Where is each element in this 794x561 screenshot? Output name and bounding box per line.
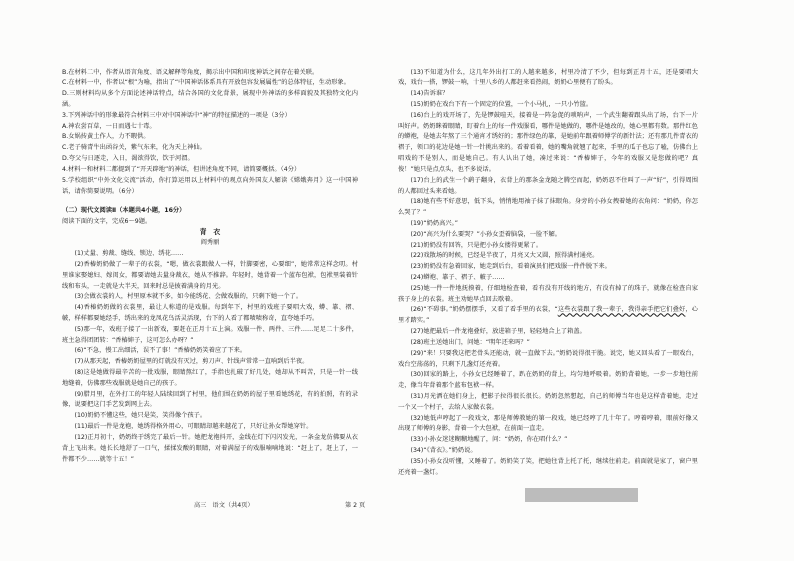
question-3-option-c: C.老子骑青牛出函谷关，紫气东来，化为天上神仙。 xyxy=(62,144,206,152)
question-3-option-a: A.神农尝百草，一日而遇七十毒。 xyxy=(62,122,156,130)
paragraph-30: (30)回家的路上，小孙女已经睡着了，趴在奶奶的背上，均匀地呼吸着。奶奶背着她，一步一步地往前走，像当年背着那个蓝布包袱一样。 xyxy=(398,371,698,390)
paragraph-21: (21)奶奶没有回答，只是把小孙女搂得更紧了。 xyxy=(410,241,543,249)
paragraph-22: (22)戏散场的时候，已经是半夜了，月亮又大又圆，照得满村通亮。 xyxy=(410,252,599,260)
paragraph-5: (5)那一年，戏班子接了一出新戏，要赶在正月十五上演。戏服一件、两件、三件……足足二十多件，班主急得团团转：“香椿婶子，这可怎么办呀？” xyxy=(62,325,358,344)
paragraph-14: (14)告诉谁？ xyxy=(410,90,449,98)
paragraph-1: (1)丈量、剪裁、缝线、锁边、绣花…… xyxy=(74,250,184,258)
paragraph-34: (34)“《背衣》。”奶奶说。 xyxy=(410,447,477,455)
paragraph-28: (28)班主送她出门，问她：“明年还来吗？” xyxy=(410,338,530,346)
paragraph-35: (35)小孙女没听懂，又睡着了。奶奶笑了笑，把她往背上托了托，继续往前走。前面就是家了，窗户里还亮着一盏灯。 xyxy=(398,457,698,476)
paragraph-12: (12)正月初十，奶奶终于绣完了最后一针。她把龙袍抖开，金线在灯下闪闪发光，一条金龙仿佛要从衣背上飞出来。她长长地舒了一口气，揉揉发酸的眼睛，对着满屋子的戏服喃喃地说：“赶上了，赶上了，一件都不少……就等十五！” xyxy=(62,433,358,463)
question-2-option-d: D.三则材料均从多个方面论述神话特点，结合各国的文化背景，展现中外神话的多样面貌及其独特文化内涵。 xyxy=(62,90,358,109)
paragraph-13: (13)不知道为什么，这几年外出打工的人越来越多，村里冷清了不少，但每到正月十五，还是要唱大戏，戏台一搭，锣鼓一响，十里八乡的人都赶来看热闹，奶奶心里便有了盼头。 xyxy=(398,68,698,87)
paragraph-23: (23)奶奶没有急着回家，她走到后台，看着演员们把戏服一件件脱下来。 xyxy=(410,263,611,271)
paragraph-29: (29)“来！只要我这把老骨头还能动，就一直做下去。”奶奶说得很干脆。说完，她又回头看了一眼戏台，戏台空荡荡的，只剩下几盏灯还亮着。 xyxy=(398,349,698,368)
question-3-option-b: B.女娲抟黄土作人，力不暇供。 xyxy=(62,133,150,141)
footer-exam-label: 高三 语文（共4页） xyxy=(194,502,254,509)
paragraph-7: (7)从那天起，香椿奶奶屋里的灯就没有灭过，剪刀声、针线声常常一直响到后半夜。 xyxy=(74,358,309,366)
page-right xyxy=(398,68,698,482)
paragraph-25: (25)她一件一件地抚摸着，仔细地检查着，看有没有开线的地方，有没有掉了的珠子，就像在检查自家孩子身上的衣裳。班主劝她早点回去歇着。 xyxy=(398,284,698,303)
paragraph-9: (9)腊月里，在外打工的年轻人陆续回到了村里，他们围在奶奶的屋子里看她绣花，有的拍照，有的录像，说要把这门手艺发到网上去。 xyxy=(62,390,358,409)
page-left xyxy=(62,68,358,482)
question-2-option-c: C.在材料一中，作者以“根”为喻，指出了“中国神话体系具有开放包容发展属性”的总体特征，生动形象。 xyxy=(62,79,351,87)
question-4: 4.材料一和材料二都提到了“开天辟地”的神话，但讲述角度不同，请简要概括。（4分） xyxy=(62,165,301,173)
paragraph-18: (18)她有些不好意思，低下头，悄悄地用袖子抹了抹眼角。身旁的小孙女拽着她的衣角问：“奶奶，你怎么哭了？” xyxy=(398,198,698,217)
article-author: 阎秀丽 xyxy=(200,239,220,247)
article-title: 背 衣 xyxy=(199,228,221,237)
paragraph-17: (17)台上的武生一个鹞子翻身，衣背上的那条金龙随之腾空而起，奶奶忍不住叫了一声“好”，引得周围的人都回过头来看她。 xyxy=(398,176,698,195)
question-3-stem: 3.下列神话中的形象最符合材料三中对中国神话中“神”的特征描述的一项是（3分） xyxy=(62,111,291,119)
redaction-box xyxy=(525,488,638,502)
paragraph-8: (8)这是她做得最辛苦的一批戏服，眼睛熬红了，手指也扎破了好几处，她却从不叫苦，只是一针一线地缝着，仿佛那些戏服就是她自己的孩子。 xyxy=(62,369,358,387)
section-title: （二）现代文阅读Ⅱ（本题共4小题，16分） xyxy=(62,206,186,214)
question-3-option-d: D.夸父与日逐走，入日，渴欲得饮，饮于河渭。 xyxy=(62,155,194,163)
paragraph-2: (2)香椿奶奶做了一辈子的衣裳，“嗯，做衣裳跟做人一样，针脚要密，心要细”，她常常这样念叨。村里谁家娶媳妇、嫁闺女，都要请她去量身裁衣，她从不推辞。年轻时，她背着一个蓝布包袱，包袱里装着针线和布头，一走就是大半天，回来时总是披着满身的月光。 xyxy=(62,260,358,290)
question-2-option-b: B.在材料二中，作者从语言角度、语义解释等角度，揭示出中国和印度神话之间存在着关联。 xyxy=(62,68,319,76)
paragraph-11: (11)最后一件是龙袍，她绣得格外用心，可眼睛却越来越花了，只好让孙女帮她穿针。 xyxy=(74,423,313,431)
paragraph-33: (33)小孙女迷迷糊糊地醒了，问：“奶奶，你在唱什么？” xyxy=(410,436,568,444)
paragraph-15: (15)奶奶在戏台下有一个固定的位置，一个小马扎，一只小竹篮。 xyxy=(410,101,593,109)
paragraph-27: (27)她把最后一件龙袍叠好，放进箱子里，轻轻地合上了箱盖。 xyxy=(410,328,586,336)
paragraph-26 xyxy=(398,305,698,327)
reading-instruction: 阅读下面的文字，完成6～9题。 xyxy=(62,217,152,225)
paragraph-3: (3)会做衣裳的人，村里原本就不多，如今能绣花、会做戏服的，只剩下她一个了。 xyxy=(74,293,303,301)
paragraph-26-text-after: ，心里才踏实。” xyxy=(398,306,698,325)
paragraph-19: (19)“奶奶高兴。” xyxy=(410,219,458,227)
paragraph-6: (6)“不急，慢工出细活，误不了事！”香椿奶奶笑着应了下来。 xyxy=(74,347,247,355)
paragraph-26-text-before: (26)“不碍事。”奶奶摆摆手，又看了看手里的衣裳，“ xyxy=(410,306,558,314)
paragraph-31: (31)月光洒在她们身上，把影子拉得很长很长。奶奶忽然想起，自己的师傅当年也是这样背着她，走过一个又一个村子，去给人家做衣裳。 xyxy=(398,392,698,411)
paragraph-26-underlined-sentence: 这些衣裳跟了我一辈子，我得亲手把它们叠好 xyxy=(557,306,686,314)
paragraph-4: (4)香椿奶奶做的衣裳里，最让人称道的是戏服。每到年下，村里的戏班子要唱大戏，蟒、靠、褶、帔，样样都要她经手，绣出来的龙凤花鸟活灵活现，台下的人看了都啧啧称奇，直夸她手巧。 xyxy=(62,304,358,322)
footer-page-number: 第 2 页 xyxy=(345,502,366,509)
paragraph-16: (16)台上的戏开场了，先是锣鼓喧天，接着是一阵急促的唢呐声，一个武生翻着跟头出了场，台下一片叫好声。奶奶眯着眼睛，盯着台上的每一件戏服看，哪件是她做的，哪件是她改的，她心里都有数。那件红色的蟒袍，是她去年熬了三个通宵才绣好的；那件绿色的靠，是她前年跟着师傅学的新针法；还有那几件青衣的褶子，领口的花边是她一针一针挑出来的。看着看着，她的嘴角就翘了起来，手里的瓜子也忘了嗑，仿佛台上唱戏的不是别人，而是她自己。有人认出了她，凑过来说：“香椿婶子，今年的戏服又是您做的吧？真俊！”她只是点点头，也不多说话。 xyxy=(398,111,698,173)
paragraph-10: (10)奶奶不懂这些，她只是笑，笑得像个孩子。 xyxy=(74,412,207,420)
paragraph-32: (32)她低声哼起了一段戏文，那是师傅教她的第一段戏，她已经哼了几十年了。哼着哼着，眼前好像又出现了师傅的身影，背着一个大包袱，在前面一直走。 xyxy=(398,414,698,433)
paragraph-20: (20)“高兴为什么要哭？”小孙女歪着脑袋，一脸不解。 xyxy=(410,230,562,238)
paragraph-24: (24)蟒袍、靠子、褶子、帔子…… xyxy=(410,274,505,282)
question-5: 5.学校组织“中外文化交流”活动，你打算运用以上材料中的观点向外国友人解读《嫦娥奔月》这一中国神话，请你简要说明。（6分） xyxy=(62,176,358,195)
